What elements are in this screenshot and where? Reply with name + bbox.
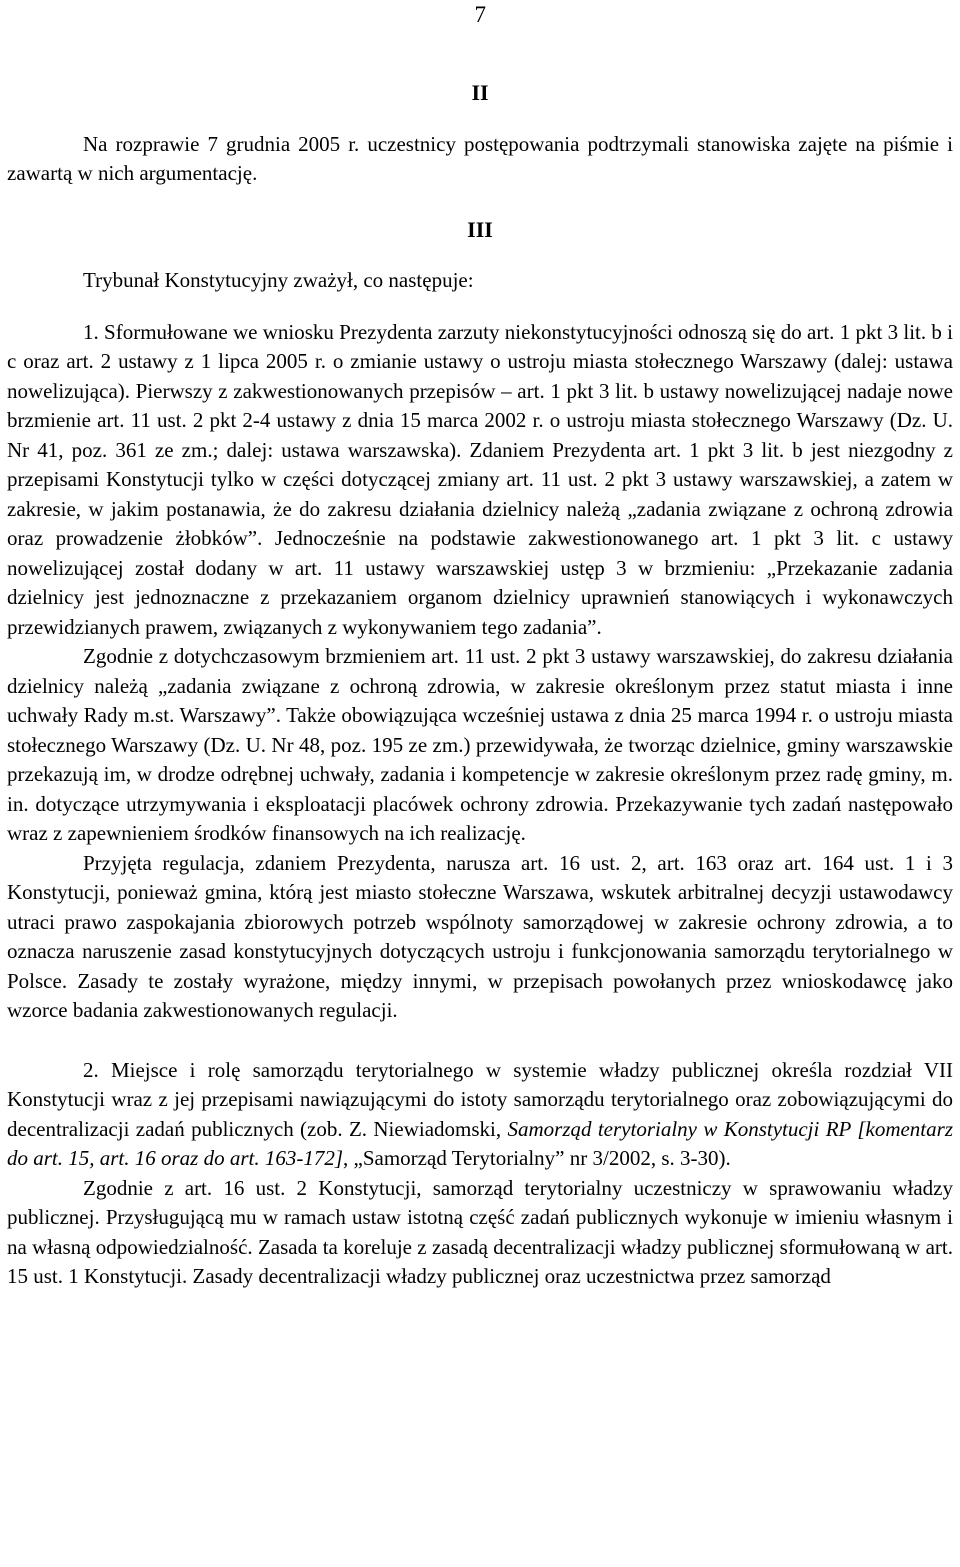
document-body (7, 78, 953, 1292)
paragraph-4-text-b: , „Samorząd Terytorialny” nr 3/2002, s. 3-30). (343, 1146, 731, 1170)
paragraph-2: Zgodnie z dotychczasowym brzmieniem art. 11 ust. 2 pkt 3 ustawy warszawskiej, do zakresu działania dzielnicy należą „zadania związane z ochroną zdrowia, w zakresie określonym przez statut miasta i inne uchwały Rady m.st. Warszawy”. Także obowiązująca wcześniej ustawa z dnia 25 marca 1994 r. o ustroju miasta stołecznego Warszawy (Dz. U. Nr 48, poz. 195 ze zm.) przewidywała, że tworząc dzielnice, gminy warszawskie przekazują im, w drodze odrębnej uchwały, zadania i kompetencje w zakresie określonym przez radę gminy, m. in. dotyczące utrzymywania i eksploatacji placówek ochrony zdrowia. Przekazywanie tych zadań następowało wraz z zapewnieniem środków finansowych na ich realizację. (7, 644, 953, 845)
paragraph-3: Przyjęta regulacja, zdaniem Prezydenta, narusza art. 16 ust. 2, art. 163 oraz art. 164 ust. 1 i 3 Konstytucji, ponieważ gmina, którą jest miasto stołeczne Warszawa, wskutek arbitralnej decyzji ustawodawcy utraci prawo zaspokajania zbiorowych potrzeb wspólnoty samorządowej w zakresie ochrony zdrowia, a to oznacza naruszenie zasad konstytucyjnych dotyczących ustroju i funkcjonowania samorządu terytorialnego w Polsce. Zasady te zostały wyrażone, między innymi, w przepisach powołanych przez wnioskodawcę jako wzorce badania zakwestionowanych regulacji. (7, 850, 953, 1022)
section-heading-iii: III (467, 216, 493, 242)
paragraph-intro: Trybunał Konstytucyjny zważył, co następuje: (83, 268, 474, 292)
section-heading-ii: II (471, 80, 489, 105)
citation-title: Samorząd terytorialny w Konstytucji RP [komentarz do art. 15, art. 16 oraz do art. 163-172] (7, 1116, 953, 1170)
paragraph-4-text-a: 2. Miejsce i rolę samorządu terytorialnego w systemie władzy publicznej określa rozdział VII Konstytucji wraz z jej przepisami nawiązującymi do istoty samorządu terytorialnego oraz zobowiązującymi do decentralizacji zadań publicznych (zob. Z. Niewiadomski, (7, 1057, 953, 1141)
page-number: 7 (474, 2, 486, 27)
paragraph-1: 1. Sformułowane we wniosku Prezydenta zarzuty niekonstytucyjności odnoszą się do art. 1 pkt 3 lit. b i c oraz art. 2 ustawy z 1 lipca 2005 r. o zmianie ustawy o ustroju miasta stołecznego Warszawy (dalej: ustawa nowelizująca). Pierwszy z zakwestionowanych przepisów – art. 1 pkt 3 lit. b ustawy nowelizującej nadaje nowe brzmienie art. 11 ust. 2 pkt 2-4 ustawy z dnia 15 marca 2002 r. o ustroju miasta stołecznego Warszawy (Dz. U. Nr 41, poz. 361 ze zm.; dalej: ustawa warszawska). Zdaniem Prezydenta art. 1 pkt 3 lit. b jest niezgodny z przepisami Konstytucji tylko w części dotyczącej zmiany art. 11 ust. 2 pkt 3 ustawy warszawskiej, a zatem w zakresie, w jakim postanawia, że do zakresu działania dzielnicy należą „zadania związane z ochroną zdrowia oraz prowadzenie żłobków”. Jednocześnie na podstawie zakwestionowanego art. 1 pkt 3 lit. c ustawy nowelizującej został dodany w art. 11 ustawy warszawskiej ustęp 3 w brzmieniu: „Przekazanie zadania dzielnicy jest jednoznaczne z przekazaniem organom dzielnicy uprawnień stanowiących i wykonawczych przewidzianych prawem, związanych z wykonywaniem tego zadania”. (7, 319, 953, 639)
paragraph-5: Zgodnie z art. 16 ust. 2 Konstytucji, samorząd terytorialny uczestniczy w sprawowaniu władzy publicznej. Przysługującą mu w ramach ustaw istotną część zadań publicznych wykonuje w imieniu własnym i na własną odpowiedzialność. Zasada ta koreluje z zasadą decentralizacji władzy publicznej sformułowaną w art. 15 ust. 1 Konstytucji. Zasady decentralizacji władzy publicznej oraz uczestnictwa przez samorząd (7, 1175, 953, 1288)
paragraph-hearing: Na rozprawie 7 grudnia 2005 r. uczestnicy postępowania podtrzymali stanowiska zajęte na piśmie i zawartą w nich argumentację. (7, 131, 953, 185)
paragraph-4 (7, 1056, 953, 1174)
